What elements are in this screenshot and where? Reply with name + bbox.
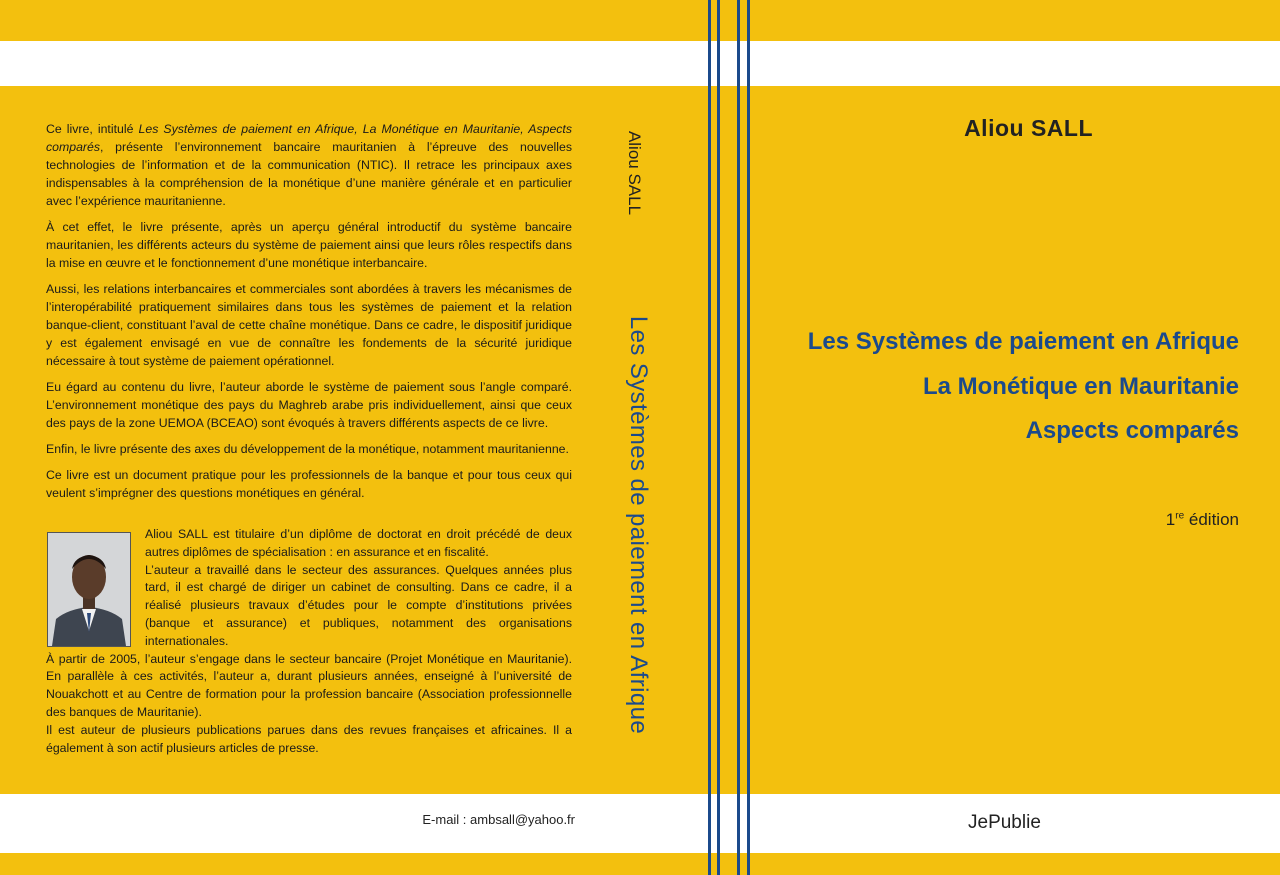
blurb-paragraph [46, 120, 572, 210]
blurb-text: , présente l’environnement bancaire mauritanien à l’épreuve des nouvelles technologies de l’information et de la communication (NTIC). Il retrace les principaux axes indispensables à la compréhension de la monétique d’une manière générale et en particulier avec l’expérience mauritanienne. [46, 140, 572, 208]
top-yellow-strip [0, 0, 1280, 41]
blurb-paragraph: Aussi, les relations interbancaires et commerciales sont abordées à travers les mécanismes de l’interopérabilité pratiquement similaires dans tous les systèmes de paiement et la relation banque-client, constituant l’aval de cette chaîne monétique. Dans ce cadre, le dispositif juridique y est également envisagé en vue de connaître les fondements de la sécurité juridique nécessaire à tout système de paiement opérationnel. [46, 282, 572, 368]
author-bio [46, 526, 572, 757]
publisher-logo: JePublie [968, 812, 1041, 833]
blurb-text: Ce livre, intitulé [46, 122, 139, 136]
bottom-yellow-strip [0, 853, 1280, 875]
bio-paragraph: L’auteur a travaillé dans le secteur des assurances. Quelques années plus tard, il est chargé de diriger un cabinet de consulting. Dans ce cadre, il a réalisé plusieurs travaux d’études pour le compte d’institutions privées (banque et assurance) et publiques, notamment des organisations internationales. [145, 562, 572, 648]
front-author-name: Aliou SALL [964, 115, 1093, 141]
edition-superscript: re [1175, 510, 1185, 522]
front-title-line: Les Systèmes de paiement en Afrique [807, 328, 1239, 355]
spine-stripe [747, 0, 750, 875]
front-title-line: Aspects comparés [1025, 417, 1239, 444]
edition-word: édition [1184, 510, 1239, 529]
top-white-band [0, 41, 1280, 86]
blurb-paragraph: Ce livre est un document pratique pour les professionnels de la banque et pour tous ceux qui veulent s’imprégner des questions monétiques en général. [46, 468, 572, 500]
edition-label [1166, 510, 1239, 530]
author-email: E-mail : ambsall@yahoo.fr [422, 812, 575, 827]
book-title-italic: Les Systèmes de paiement en Afrique, La Monétique en Mauritanie, Aspects comparés [46, 122, 572, 154]
back-cover-blurb [46, 120, 572, 510]
spine-stripe [708, 0, 711, 875]
blurb-paragraph: Enfin, le livre présente des axes du développement de la monétique, notamment mauritanienne. [46, 442, 569, 456]
front-title-line: La Monétique en Mauritanie [922, 373, 1239, 400]
blurb-paragraph: Eu égard au contenu du livre, l’auteur aborde le système de paiement sous l’angle comparé. L’environnement monétique des pays du Maghreb arabe pris individuellement, ainsi que ceux des pays de la zone UEMOA (BCEAO) sont évoqués à travers différents aspects de ce livre. [46, 380, 572, 430]
blurb-paragraph: À cet effet, le livre présente, après un aperçu général introductif du système bancaire mauritanien, les différents acteurs du système de paiement ainsi que leurs rôles respectifs dans la mise en œuvre et le fonctionnement d’une monétique interbancaire. [46, 220, 572, 270]
edition-number: 1 [1165, 510, 1176, 529]
spine-stripe [737, 0, 740, 875]
bio-paragraph: À partir de 2005, l’auteur s’engage dans le secteur bancaire (Projet Monétique en Mauritanie). En parallèle à ces activités, l’auteur a, durant plusieurs années, enseigné à l’université de Nouakchott et au Centre de formation pour la profession bancaire (Association professionnelle des banques de Mauritanie). [46, 651, 572, 719]
bottom-white-band [0, 794, 1280, 853]
spine-author: Aliou SALL [625, 130, 644, 216]
bio-paragraph: Il est auteur de plusieurs publications parues dans des revues françaises et africaines. Il a également à son actif plusieurs articles de presse. [46, 722, 572, 755]
spine-stripe [717, 0, 720, 875]
bio-paragraph: Aliou SALL est titulaire d’un diplôme de doctorat en droit précédé de deux autres diplômes de spécialisation : en assurance et en fiscalité. [145, 527, 572, 559]
spine-title: Les Systèmes de paiement en Afrique [625, 315, 652, 735]
